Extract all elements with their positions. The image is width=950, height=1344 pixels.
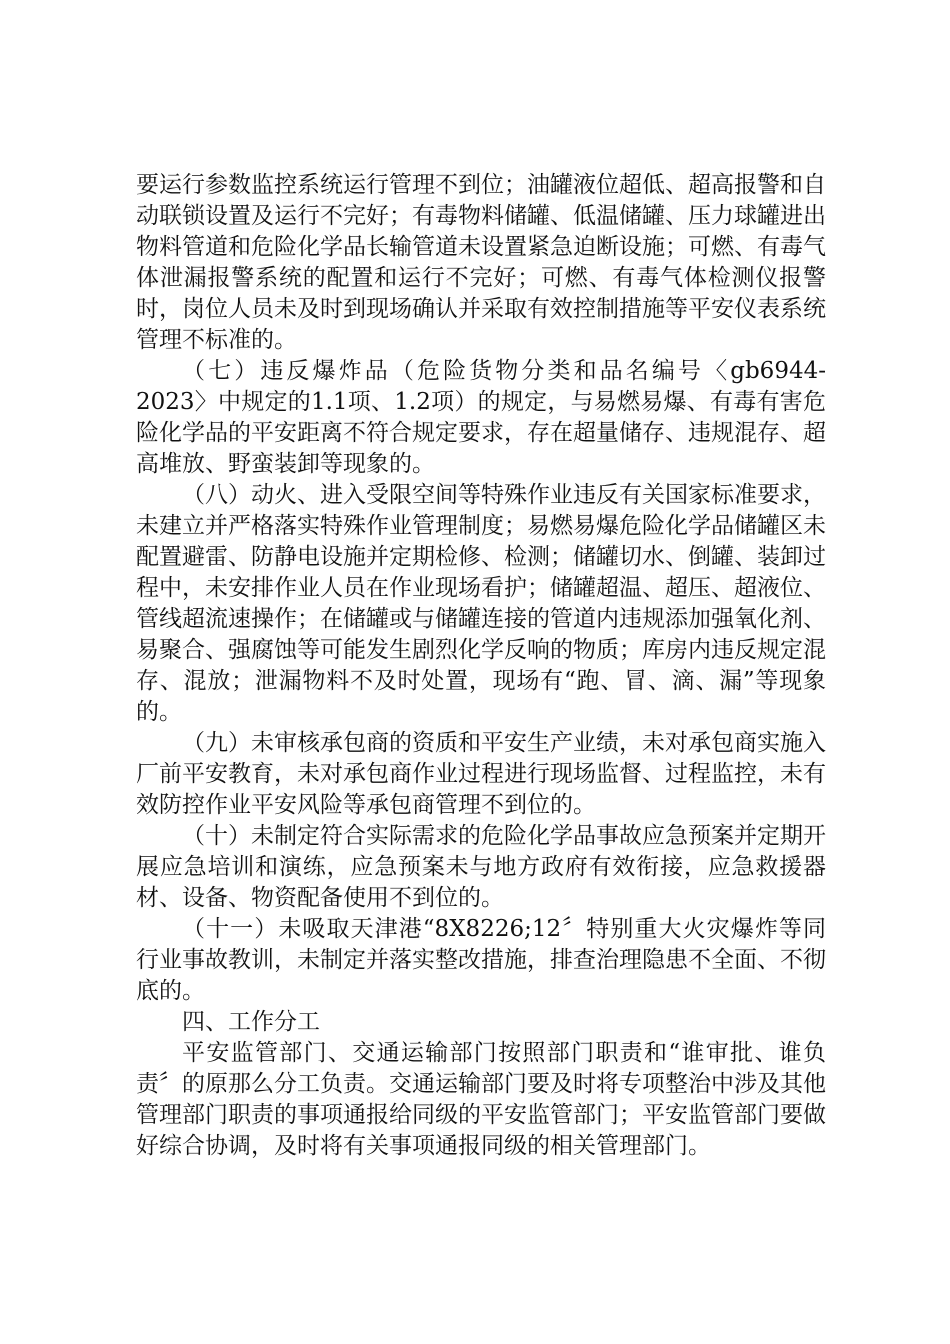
paragraph-item-9: （九）未审核承包商的资质和平安生产业绩，未对承包商实施入厂前平安教育，未对承包商作业过程进行现场监督、过程监控，未有效防控作业平安风险等承包商管理不到位的。 xyxy=(136,730,826,818)
document-body xyxy=(136,170,826,1162)
paragraph-work-division: 平安监管部门、交通运输部门按照部门职责和“谁审批、谁负责〞的原那么分工负责。交通运输部门要及时将专项整治中涉及其他管理部门职责的事项通报给同级的平安监管部门；平安监管部门要做好综合协调，及时将有关事项通报同级的相关管理部门。 xyxy=(136,1040,826,1159)
paragraph-item-10: （十）未制定符合实际需求的危险化学品事故应急预案并定期开展应急培训和演练，应急预案未与地方政府有效衔接，应急救援器材、设备、物资配备使用不到位的。 xyxy=(136,823,826,911)
paragraph-continuation: 要运行参数监控系统运行管理不到位；油罐液位超低、超高报警和自动联锁设置及运行不完好；有毒物料储罐、低温储罐、压力球罐进出物料管道和危险化学品长输管道未设置紧急迫断设施；可燃、有毒气体泄漏报警系统的配置和运行不完好；可燃、有毒气体检测仪报警时，岗位人员未及时到现场确认并采取有效控制措施等平安仪表系统管理不标准的。 xyxy=(136,172,826,353)
paragraph-item-11: （十一）未吸取天津港“8X8226;12〞特别重大火灾爆炸等同行业事故教训，未制定并落实整改措施，排查治理隐患不全面、不彻底的。 xyxy=(136,916,826,1004)
paragraph-item-7: （七）违反爆炸品（危险货物分类和品名编号〈gb6944-2023〉中规定的1.1项、1.2项）的规定，与易燃易爆、有毒有害危险化学品的平安距离不符合规定要求，存在超量储存、违规混存、超高堆放、野蛮装卸等现象的。 xyxy=(136,358,826,477)
section-heading: 四、工作分工 xyxy=(182,1009,320,1035)
paragraph-item-8: （八）动火、进入受限空间等特殊作业违反有关国家标准要求，未建立并严格落实特殊作业管理制度；易燃易爆危险化学品储罐区未配置避雷、防静电设施并定期检修、检测；储罐切水、倒罐、装卸过程中，未安排作业人员在作业现场看护；储罐超温、超压、超液位、管线超流速操作；在储罐或与储罐连接的管道内违规添加强氧化剂、易聚合、强腐蚀等可能发生剧烈化学反响的物质；库房内违反规定混存、混放；泄漏物料不及时处置，现场有“跑、冒、滴、漏”等现象的。 xyxy=(136,482,826,725)
